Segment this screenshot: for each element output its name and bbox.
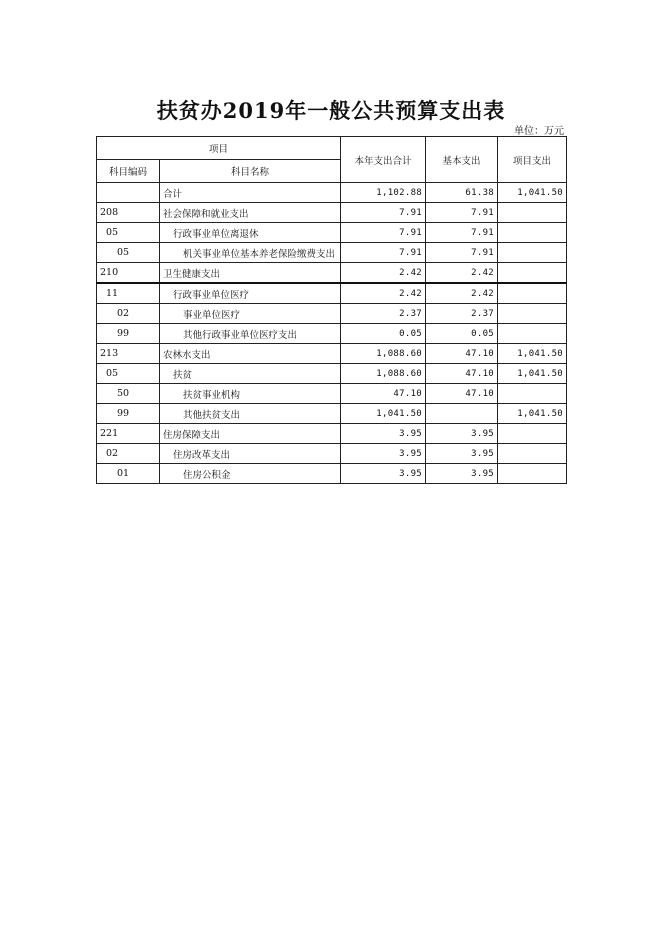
cell-basic: 3.95 — [426, 424, 498, 444]
table-row — [97, 203, 567, 223]
cell-project — [498, 424, 567, 444]
cell-total: 47.10 — [341, 384, 426, 404]
cell-project: 1,041.50 — [498, 404, 567, 424]
cell-basic: 3.95 — [426, 444, 498, 464]
cell-basic: 0.05 — [426, 324, 498, 344]
cell-basic: 2.42 — [426, 283, 498, 304]
cell-project — [498, 444, 567, 464]
cell-name: 事业单位医疗 — [160, 304, 341, 324]
cell-basic: 47.10 — [426, 344, 498, 364]
cell-basic: 7.91 — [426, 203, 498, 223]
cell-project: 1,041.50 — [498, 364, 567, 384]
cell-name: 住房保障支出 — [160, 424, 341, 444]
cell-project — [498, 304, 567, 324]
cell-project — [498, 283, 567, 304]
cell-code: 05 — [97, 364, 160, 384]
budget-table — [96, 136, 567, 484]
cell-code: 05 — [97, 243, 160, 263]
cell-total: 7.91 — [341, 223, 426, 243]
cell-basic: 61.38 — [426, 183, 498, 203]
cell-project — [498, 203, 567, 223]
cell-code: 02 — [97, 444, 160, 464]
cell-code: 99 — [97, 404, 160, 424]
cell-basic: 2.42 — [426, 263, 498, 284]
cell-project — [498, 384, 567, 404]
cell-name: 其他行政事业单位医疗支出 — [160, 324, 341, 344]
cell-project: 1,041.50 — [498, 183, 567, 203]
cell-total: 0.05 — [341, 324, 426, 344]
cell-basic: 7.91 — [426, 223, 498, 243]
cell-name: 扶贫事业机构 — [160, 384, 341, 404]
header-total: 本年支出合计 — [341, 137, 426, 183]
table-row — [97, 424, 567, 444]
cell-project — [498, 324, 567, 344]
table-row — [97, 404, 567, 424]
cell-code — [97, 183, 160, 203]
cell-project: 1,041.50 — [498, 344, 567, 364]
cell-code: 210 — [97, 263, 160, 284]
cell-total: 1,102.88 — [341, 183, 426, 203]
cell-name: 合计 — [160, 183, 341, 203]
cell-code: 50 — [97, 384, 160, 404]
cell-name: 住房公积金 — [160, 464, 341, 484]
cell-name: 农林水支出 — [160, 344, 341, 364]
cell-code: 213 — [97, 344, 160, 364]
table-row — [97, 344, 567, 364]
header-code: 科目编码 — [97, 160, 160, 183]
cell-basic: 3.95 — [426, 464, 498, 484]
header-name: 科目名称 — [160, 160, 341, 183]
unit-label: 单位：万元 — [514, 126, 564, 137]
cell-name: 住房改革支出 — [160, 444, 341, 464]
header-basic: 基本支出 — [426, 137, 498, 183]
cell-code: 01 — [97, 464, 160, 484]
cell-name: 行政事业单位离退休 — [160, 223, 341, 243]
cell-code: 208 — [97, 203, 160, 223]
cell-total: 1,088.60 — [341, 364, 426, 384]
page-title: 扶贫办2019年一般公共预算支出表 — [156, 98, 506, 123]
table-row — [97, 324, 567, 344]
cell-project — [498, 263, 567, 284]
table-row — [97, 283, 567, 304]
cell-code: 221 — [97, 424, 160, 444]
header-project: 项目支出 — [498, 137, 567, 183]
cell-total: 1,088.60 — [341, 344, 426, 364]
cell-code: 11 — [97, 283, 160, 304]
cell-basic: 7.91 — [426, 243, 498, 263]
cell-total: 7.91 — [341, 243, 426, 263]
cell-total: 2.42 — [341, 263, 426, 284]
header-item: 项目 — [97, 137, 341, 160]
cell-name: 社会保障和就业支出 — [160, 203, 341, 223]
cell-project — [498, 223, 567, 243]
cell-project — [498, 243, 567, 263]
cell-total: 3.95 — [341, 464, 426, 484]
table-row — [97, 223, 567, 243]
cell-name: 机关事业单位基本养老保险缴费支出 — [160, 243, 341, 263]
cell-name: 行政事业单位医疗 — [160, 283, 341, 304]
cell-total: 7.91 — [341, 203, 426, 223]
cell-code: 02 — [97, 304, 160, 324]
cell-total: 2.42 — [341, 283, 426, 304]
cell-basic: 2.37 — [426, 304, 498, 324]
table-row — [97, 183, 567, 203]
table-row — [97, 384, 567, 404]
cell-name: 其他扶贫支出 — [160, 404, 341, 424]
cell-name: 扶贫 — [160, 364, 341, 384]
table-row — [97, 243, 567, 263]
cell-code: 99 — [97, 324, 160, 344]
cell-total: 1,041.50 — [341, 404, 426, 424]
cell-basic: 47.10 — [426, 364, 498, 384]
table-row — [97, 263, 567, 284]
table-row — [97, 464, 567, 484]
cell-basic: 47.10 — [426, 384, 498, 404]
cell-project — [498, 464, 567, 484]
cell-name: 卫生健康支出 — [160, 263, 341, 284]
table-row — [97, 304, 567, 324]
cell-total: 3.95 — [341, 424, 426, 444]
cell-total: 2.37 — [341, 304, 426, 324]
table-row — [97, 364, 567, 384]
cell-code: 05 — [97, 223, 160, 243]
cell-basic — [426, 404, 498, 424]
table-row — [97, 444, 567, 464]
cell-total: 3.95 — [341, 444, 426, 464]
